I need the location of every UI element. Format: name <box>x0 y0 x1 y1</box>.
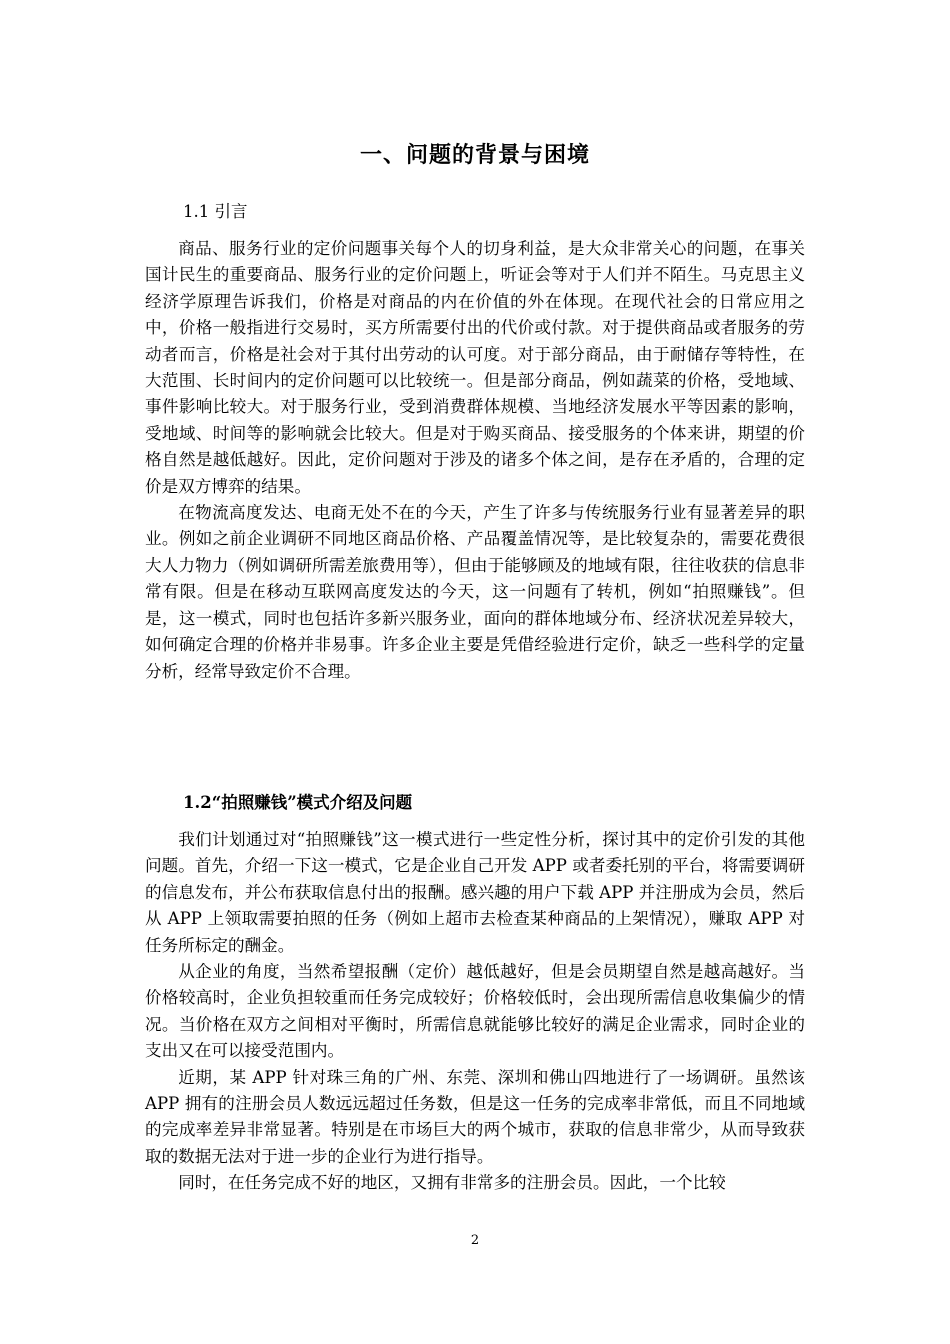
paragraph: 同时，在任务完成不好的地区，又拥有非常多的注册会员。因此，一个比较 <box>178 1173 726 1193</box>
paragraph: 商品、服务行业的定价问题事关每个人的切身利益，是大众非常关心的问题，在事关国计民生的重要商品、服务行业的定价问题上，听证会等对于人们并不陌生。马克思主义经济学原理告诉我们，价格是对商品的内在价值的外在体现。在现代社会的日常应用之中，价格一般指进行交易时，买方所需要付出的代价或付款。对于提供商品或者服务的劳动者而言，价格是社会对于其付出劳动的认可度。对于部分商品，由于耐储存等特性，在大范围、长时间内的定价问题可以比较统一。但是部分商品，例如蔬菜的价格，受地域、事件影响比较大。对于服务行业，受到消费群体规模、当地经济发展水平等因素的影响，受地域、时间等的影响就会比较大。但是对于购买商品、接受服务的个体来讲，期望的价格自然是越低越好。因此，定价问题对于涉及的诸多个体之间，是存在矛盾的，合理的定价是双方博弈的结果。 <box>145 239 805 496</box>
paragraph: 近期，某 APP 针对珠三角的广州、东莞、深圳和佛山四地进行了一场调研。虽然该 APP 拥有的注册会员人数远远超过任务数，但是这一任务的完成率非常低，而且不同地域的完成率差异非常显著。特别是在市场巨大的两个城市，获取的信息非常少，从而导致获取的数据无法对于进一步的企业行为进行指导。 <box>145 1067 805 1166</box>
section-heading-intro: 1.1 引言 <box>183 202 248 221</box>
paragraph: 从企业的角度，当然希望报酬（定价）越低越好，但是会员期望自然是越高越好。当价格较高时，企业负担较重而任务完成较好；价格较低时，会出现所需信息收集偏少的情况。当价格在双方之间相对平衡时，所需信息就能够比较好的满足企业需求，同时企业的支出又在可以接受范围内。 <box>145 962 805 1061</box>
section-body-intro <box>145 236 805 685</box>
paragraph: 在物流高度发达、电商无处不在的今天，产生了许多与传统服务行业有显著差异的职业。例如之前企业调研不同地区商品价格、产品覆盖情况等，是比较复杂的，需要花费很大人力物力（例如调研所需差旅费用等），但由于能够顾及的地域有限，往往收获的信息非常有限。但是在移动互联网高度发达的今天，这一问题有了转机，例如“拍照赚钱”。但是，这一模式，同时也包括许多新兴服务业，面向的群体地域分布、经济状况差异较大，如何确定合理的价格并非易事。许多企业主要是凭借经验进行定价，缺乏一些科学的定量分析，经常导致定价不合理。 <box>145 503 805 681</box>
page-number: 2 <box>470 1233 480 1248</box>
section-heading-model: 1.2“拍照赚钱”模式介绍及问题 <box>183 793 413 812</box>
page-title: 一、问题的背景与困境 <box>359 143 590 168</box>
section-body-model <box>145 827 805 1197</box>
paragraph: 我们计划通过对“拍照赚钱”这一模式进行一些定性分析，探讨其中的定价引发的其他问题。首先，介绍一下这一模式，它是企业自己开发 APP 或者委托别的平台，将需要调研的信息发布，并公布获取信息付出的报酬。感兴趣的用户下载 APP 并注册成为会员，然后从 APP 上领取需要拍照的任务（例如上超市去检查某种商品的上架情况），赚取 APP 对任务所标定的酬金。 <box>145 830 805 955</box>
